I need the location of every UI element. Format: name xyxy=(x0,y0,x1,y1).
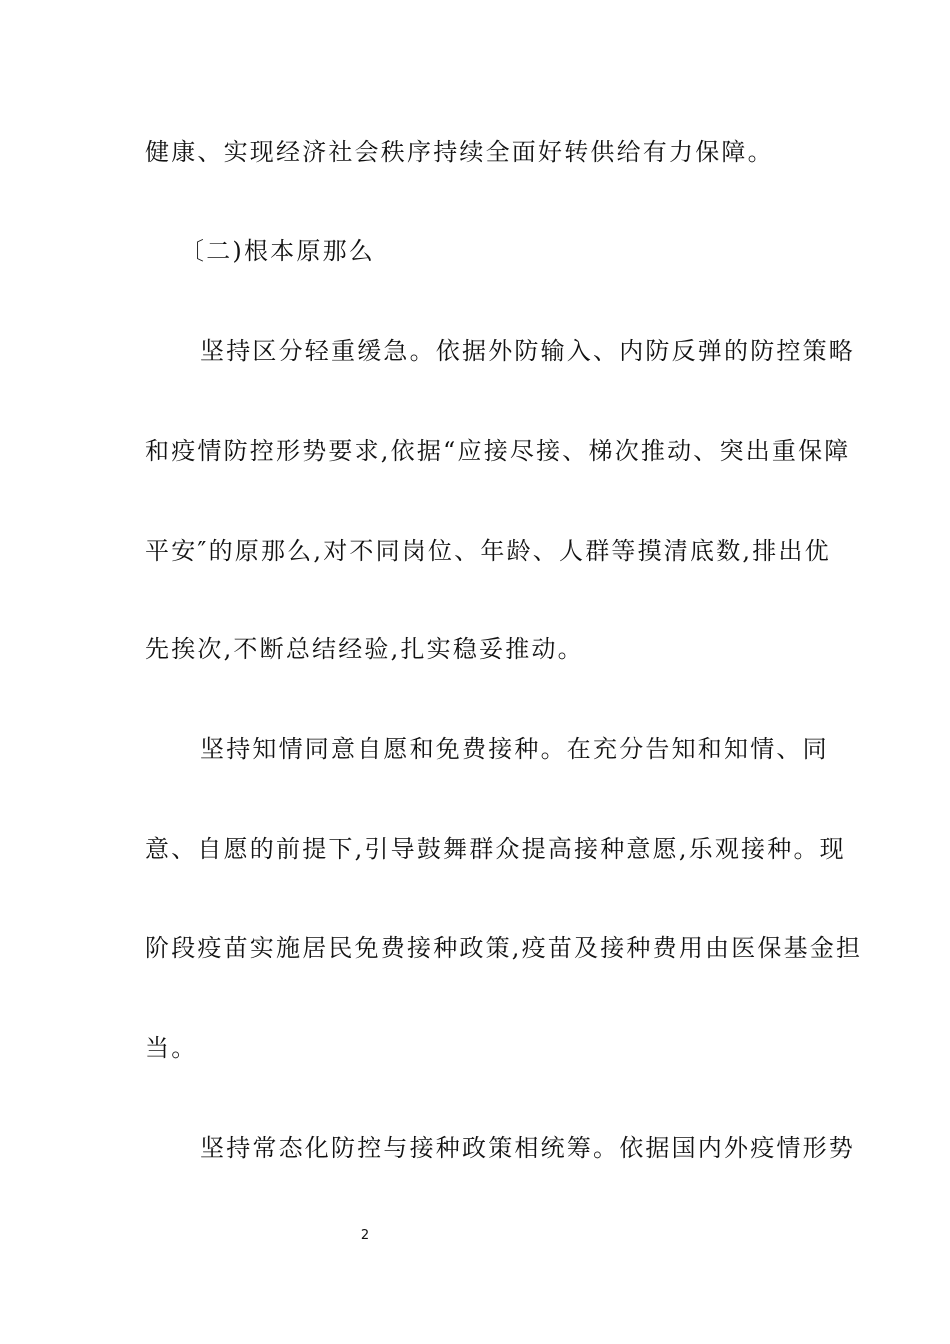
text-line: 意、自愿的前提下,引导鼓舞群众提高接种意愿,乐观接种。现 xyxy=(145,835,846,863)
text-line: 先挨次,不断总结经验,扎实稳妥推动。 xyxy=(145,635,584,663)
paragraph-first-line: 坚持常态化防控与接种政策相统筹。依据国内外疫情形势 xyxy=(200,1134,855,1162)
section-heading: 〔二)根本原那么 xyxy=(180,237,375,265)
text-line: 当。 xyxy=(145,1034,198,1062)
text-line: 平安″的原那么,对不同岗位、年龄、人群等摸清底数,排出优 xyxy=(145,537,831,565)
page-number: 2 xyxy=(360,1228,370,1243)
paragraph-first-line: 坚持区分轻重缓急。依据外防输入、内防反弹的防控策略 xyxy=(200,337,855,365)
paragraph-first-line: 坚持知情同意自愿和免费接种。在充分告知和知情、同 xyxy=(200,735,829,763)
text-line: 阶段疫苗实施居民免费接种政策,疫苗及接种费用由医保基金担 xyxy=(145,934,863,962)
text-line: 健康、实现经济社会秩序持续全面好转供给有力保障。 xyxy=(145,138,774,166)
text-line: 和疫情防控形势要求,依据“应接尽接、梯次推动、突出重保障 xyxy=(145,437,851,465)
